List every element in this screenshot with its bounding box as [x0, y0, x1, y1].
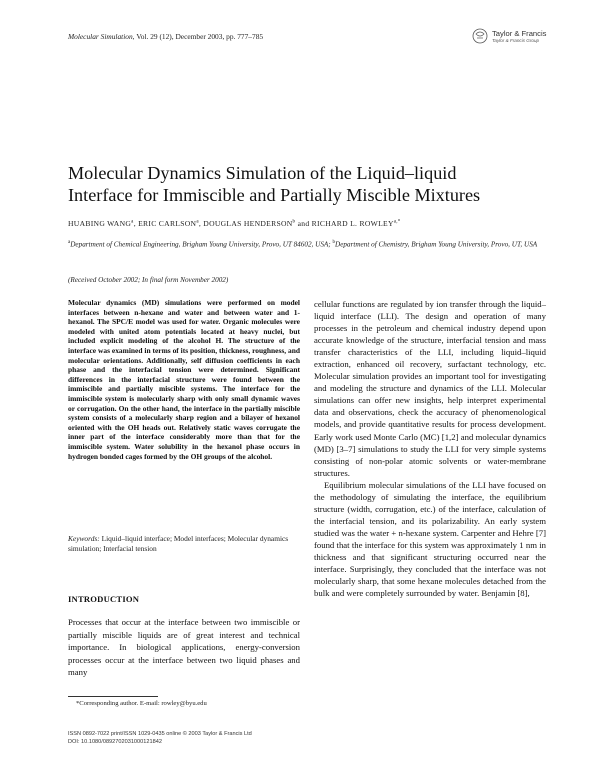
- journal-name: Molecular Simulation,: [68, 32, 135, 41]
- publisher-group: Taylor & Francis Group: [492, 38, 540, 43]
- author-and: and: [297, 219, 310, 228]
- corresponding-author-footnote: *Corresponding author. E-mail: rowley@byu.edu: [76, 700, 207, 707]
- right-column: [314, 298, 546, 599]
- author-4-affil: a,*: [393, 219, 401, 225]
- affiliations: [68, 238, 548, 250]
- author-1: HUABING WANG: [68, 219, 132, 228]
- affil-b-marker: b: [332, 240, 335, 245]
- right-paragraph-1: cellular functions are regulated by ion transfer through the liquid–liquid interface (LLI). The design and operation of many processes in the petroleum and chemical industry depend upon accurate knowledge of the structure, interfacial tension and mass transfer characteristics of the LLI, including liquid–liquid extraction, enhanced oil recovery, surfactant technology, etc. Molecular simulation provides an important tool for investigating and modeling the structure and dynamics of the LLI. Molecular simulations can offer new insights, help interpret experimental data and observations, check the accuracy of phenomenological models, and provide quantitative results for process development. Early work used Monte Carlo (MC) [1,2] and molecular dynamics (MD) [3–7] simulations to study the LLI for very simple systems consisting of non-polar atomic solvents or water-membrane structures.: [314, 299, 546, 478]
- intro-paragraph: Processes that occur at the interface between two immiscible or partially miscible liquids are of great interest and technical importance. In biological applications, energy-conversion processes occur at the interface between two liquid phases and many: [68, 617, 300, 677]
- keywords-text: Liquid–liquid interface; Model interfaces; Molecular dynamics simulation; Interfacial tension: [68, 534, 289, 553]
- author-1-affil: a: [131, 219, 134, 225]
- affil-a-marker: a: [68, 240, 71, 245]
- issn-info: [68, 730, 252, 746]
- title-line-1: Molecular Dynamics Simulation of the Liquid–liquid: [68, 163, 457, 183]
- author-3-affil: b: [292, 219, 296, 225]
- keywords: [68, 534, 300, 553]
- affil-a: Department of Chemical Engineering, Brigham Young University, Provo, UT 84602, USA;: [70, 240, 331, 249]
- doi-line: DOI: 10.1080/0892702031000121842: [68, 739, 162, 745]
- affil-b: Department of Chemistry, Brigham Young University, Provo, UT, USA: [335, 240, 538, 249]
- footnote-divider: [68, 696, 158, 697]
- publisher-name: Taylor & Francis: [492, 29, 547, 38]
- paper-title: [68, 162, 558, 206]
- publisher-logo: [472, 26, 552, 48]
- issn-line: ISSN 0892-7022 print/ISSN 1029-0435 online © 2003 Taylor & Francis Ltd: [68, 731, 252, 737]
- keywords-label: Keywords:: [68, 534, 100, 543]
- publisher-emblem-icon: [472, 28, 488, 44]
- author-3: DOUGLAS HENDERSON: [203, 219, 293, 228]
- introduction-text: [68, 616, 300, 679]
- volume-info: Vol. 29 (12), December 2003, pp. 777–785: [136, 32, 264, 41]
- section-heading-introduction: INTRODUCTION: [68, 594, 140, 604]
- author-2: ERIC CARLSON: [138, 219, 197, 228]
- abstract: Molecular dynamics (MD) simulations were performed on model interfaces between n-hexane and water and between water and 1-hexanol. The SPC/E model was used for water. Organic molecules were modeled with united atom potentials located at heavy nuclei, but included explicit modeling of the alcohol H. The structure of the interface was examined in terms of its position, thickness, roughness, and molecular orientations. Additionally, self diffusion coefficients in each phase and the interfacial tension were determined. Significant differences in the interfacial structure were found between the immiscible and partially miscible systems. The interface for the immiscible system is molecularly sharp with only small dynamic waves or corrugation. On the other hand, the interface in the partially miscible system consists of a molecularly sharp region and a bilayer of hexanol oriented with the OH heads out. Relatively static waves corrugate the inner part of the interface considerably more than that for the immiscible system. Water solubility in the hexanol phase occurs in hydrogen bonded cages formed by the OH groups of the alcohol.: [68, 298, 300, 461]
- journal-header: [68, 32, 263, 41]
- author-2-affil: a: [196, 219, 199, 225]
- author-list: HUABING WANG$^a$, ERIC CARLSON$^a$, DOUGLAS HENDERSON$^b$ and RICHARD L. $ROWLEY^{a,*}$: [68, 219, 401, 228]
- received-dates: (Received October 2002; In final form November 2002): [68, 276, 229, 284]
- right-paragraph-2: Equilibrium molecular simulations of the LLI have focused on the methodology of simulating the interface, the equilibrium structure (width, corrugation, etc.) of the interface, calculation of the interfacial tension, and its polarizability. An early system studied was the water + n-hexane system. Carpenter and Hehre [7] found that the interface for this system was approximately 1 nm in thickness and that significant structuring occurred near the interface. Surprisingly, they concluded that the interface was not molecularly sharp, that some hexane molecules detached from the bulk and were completely surrounded by water. Benjamin [8],: [314, 479, 546, 599]
- author-4: RICHARD L. ROWLEY: [311, 219, 394, 228]
- title-line-2: Interface for Immiscible and Partially Miscible Mixtures: [68, 185, 481, 205]
